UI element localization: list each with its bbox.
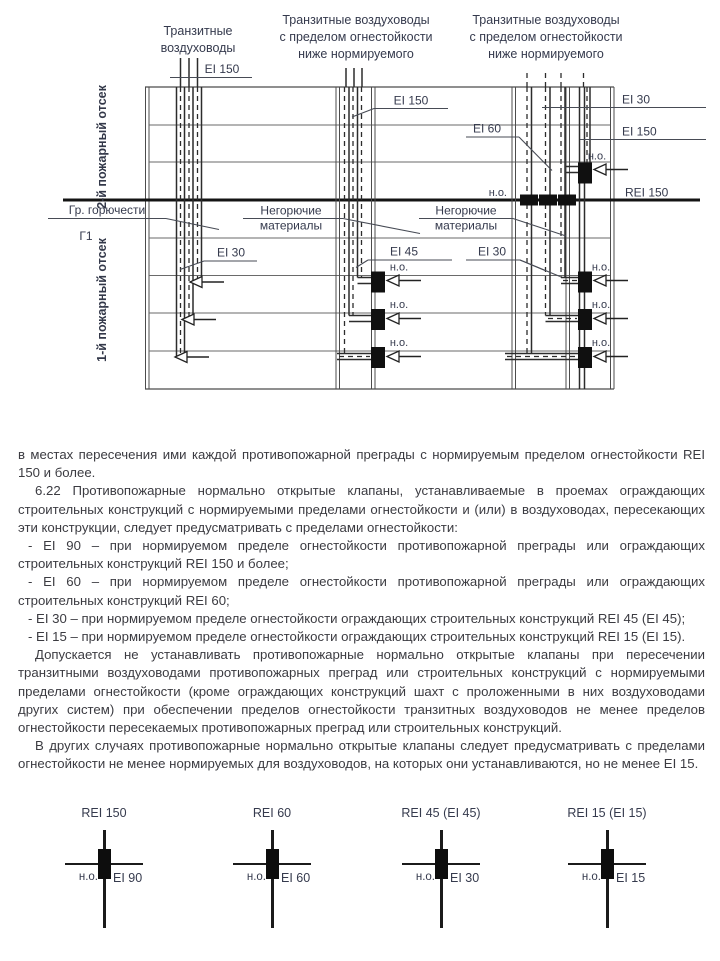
normally-open-label: н.о. — [389, 299, 409, 311]
col2-title-line3: ниже нормируемого — [298, 47, 414, 61]
noncombustible-label-line1: Негорючие — [435, 203, 497, 218]
duct-group-middle — [243, 68, 452, 389]
fire-damper-icon — [435, 849, 448, 879]
col2-title-line2: с пределом огнестойкости — [279, 30, 433, 44]
barrier-rating-label: REI 45 (EI 45) — [401, 806, 481, 820]
normally-open-label: н.о. — [581, 871, 601, 883]
label-ei30-col3-top: EI 30 — [622, 92, 651, 107]
label-ei150-col1: EI 150 — [204, 62, 240, 76]
normally-open-label: н.о. — [389, 261, 409, 274]
fire-damper-icon — [539, 195, 557, 206]
paragraph: в местах пересечения ими каждой противопожарной преграды с нормируемым пределом огнестойкости REI 150 и более. — [18, 447, 705, 481]
label-ei150-col3: EI 150 — [622, 124, 657, 139]
column-headers — [161, 13, 623, 61]
list-item: - EI 60 – при нормируемом пределе огнестойкости противопожарной преграды или ограждающих строительных конструкций REI 60; — [18, 574, 705, 608]
col3-title-line2: с пределом огнестойкости — [469, 30, 623, 44]
fire-damper-icon — [601, 849, 614, 879]
normally-open-label: н.о. — [415, 871, 435, 883]
duct-line — [440, 830, 443, 928]
duct-group-right — [419, 73, 706, 389]
damper-legend-rei150 — [20, 796, 188, 956]
col3-title-line1: Транзитные воздуховоды — [472, 13, 620, 27]
label-ei30-col1: EI 30 — [216, 245, 246, 260]
duct-group-left — [48, 58, 257, 363]
damper-rating-label: EI 60 — [281, 871, 311, 885]
normally-open-label: н.о. — [591, 337, 611, 349]
damper-legend-row — [0, 796, 720, 961]
combustibility-grade-label: Г1 — [79, 229, 93, 243]
normally-open-label: н.о. — [591, 261, 611, 274]
fire-damper-icon — [266, 849, 279, 879]
combustibility-group-label: Гр. горючести — [68, 203, 146, 217]
normally-open-label: н.о. — [488, 187, 507, 199]
fire-damper-icon — [578, 272, 592, 293]
damper-legend-rei15 — [523, 796, 691, 956]
barrier-rating-label: REI 150 — [81, 806, 127, 820]
damper-legend-rei45 — [357, 796, 525, 956]
damper-rating-label: EI 15 — [616, 871, 646, 885]
compartment-2-label: 2-й пожарный отсек — [95, 85, 109, 209]
normally-open-label: н.о. — [389, 337, 409, 349]
fire-damper-icon — [578, 347, 592, 368]
damper-rating-label: EI 90 — [113, 871, 143, 885]
paragraph: Допускается не устанавливать противопожарные нормально открытые клапаны при пересечении транзитными воздуховодами противопожарных преград или строительных конструкций с нормируемыми пределами огнестойкости (кроме ограждающих конструкций шахт с проложенными в них воздуховодами других систем) при обеспечении пределов огнестойкости транзитных воздуховодов не менее пределов огнестойкости пересекаемых противопожарных преград или строительных конструкций. — [18, 647, 705, 736]
fire-damper-duct-diagram — [0, 0, 720, 442]
barrier-rating-label: REI 60 — [252, 806, 292, 820]
body-text — [18, 446, 705, 774]
col3-title-line3: ниже нормируемого — [488, 47, 604, 61]
duct-line — [606, 830, 609, 928]
airflow-arrow-icon — [387, 313, 421, 324]
col1-title-line2: воздуховоды — [160, 41, 236, 55]
compartment-1-label: 1-й пожарный отсек — [95, 238, 109, 362]
airflow-arrow-icon — [190, 277, 224, 288]
label-rei150-wall: REI 150 — [625, 185, 669, 200]
airflow-arrow-icon — [175, 352, 209, 363]
normally-open-label: н.о. — [587, 150, 607, 163]
col1-title-line1: Транзитные — [163, 24, 233, 38]
noncombustible-label-line2: материалы — [434, 218, 498, 233]
fire-damper-icon — [371, 309, 385, 330]
normally-open-label: н.о. — [591, 299, 611, 311]
paragraph: В других случаях противопожарные нормально открытые клапаны следует предусматривать с пределами огнестойкости не менее нормируемых для воздуховодов, на которых они устанавливаются, но не менее EI 15. — [18, 738, 705, 772]
list-item: - EI 30 – при нормируемом пределе огнестойкости ограждающих строительных конструкций REI 45 (EI 45); — [28, 610, 686, 626]
damper-legend-rei60 — [188, 796, 356, 956]
duct-line — [103, 830, 106, 928]
fire-damper-icon — [371, 272, 385, 293]
duct-line — [271, 830, 274, 928]
label-ei30-col3-mid: EI 30 — [477, 244, 507, 259]
list-item: - EI 15 – при нормируемом пределе огнестойкости ограждающих строительных конструкций REI 15 (EI 15). — [28, 629, 686, 645]
fire-damper-icon — [371, 347, 385, 368]
fire-damper-icon — [98, 849, 111, 879]
col2-title-line1: Транзитные воздуховоды — [282, 13, 430, 27]
airflow-arrow-icon — [387, 351, 421, 362]
label-ei60-col3: EI 60 — [472, 121, 502, 136]
airflow-arrow-icon — [387, 275, 421, 286]
airflow-arrow-icon — [182, 314, 216, 325]
normally-open-label: н.о. — [78, 871, 98, 883]
fire-damper-icon — [558, 195, 576, 206]
list-item: - EI 90 – при нормируемом пределе огнестойкости противопожарной преграды или ограждающих строительных конструкций REI 150 и более; — [18, 538, 705, 572]
label-ei150-col2: EI 150 — [393, 93, 429, 108]
fire-damper-icon — [520, 195, 538, 206]
normally-open-label: н.о. — [246, 871, 266, 883]
barrier-rating-label: REI 15 (EI 15) — [567, 806, 647, 820]
paragraph: 6.22 Противопожарные нормально открытые клапаны, устанавливаемые в проемах ограждающих строительных конструкций с нормируемыми пределами огнестойкости и (или) в воздуховодах, пересекающих эти конструкции, следует предусматривать с пределами огнестойкости: — [18, 483, 705, 535]
noncombustible-label-line2: материалы — [259, 218, 323, 233]
damper-rating-label: EI 30 — [450, 871, 480, 885]
fire-damper-icon — [578, 163, 592, 184]
noncombustible-label-line1: Негорючие — [260, 203, 322, 218]
fire-damper-icon — [578, 309, 592, 330]
label-ei45-col2: EI 45 — [389, 244, 419, 259]
